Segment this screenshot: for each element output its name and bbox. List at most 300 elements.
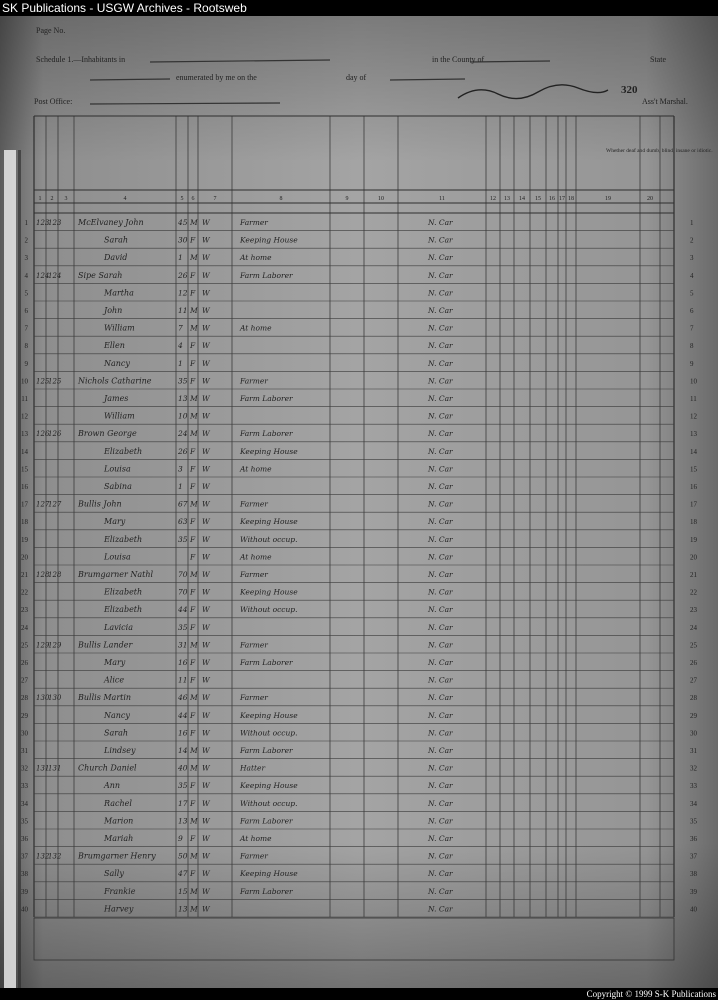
- line-number-left: 13: [21, 430, 28, 439]
- family-number: 132: [48, 852, 62, 861]
- sex-value: F: [190, 675, 196, 685]
- sex-value: M: [190, 394, 198, 403]
- occupation: Farm Laborer: [240, 394, 293, 403]
- enumerated-label: enumerated by me on the: [176, 73, 257, 82]
- race-value: W: [202, 798, 210, 808]
- sex-value: F: [190, 464, 196, 474]
- person-name: Louisa: [104, 464, 131, 474]
- person-name: Mary: [104, 517, 126, 527]
- line-number-left: 34: [21, 799, 28, 808]
- sex-value: M: [190, 640, 198, 650]
- line-number-left: 37: [21, 852, 28, 861]
- person-name: William: [104, 323, 135, 333]
- column-headers: [606, 147, 713, 154]
- sex-value: M: [190, 429, 198, 439]
- line-number-right: 32: [690, 764, 697, 773]
- occupation: Keeping House: [240, 869, 298, 879]
- occupation: Farmer: [240, 570, 268, 579]
- line-number-left: 33: [21, 782, 28, 791]
- line-number-left: 1: [24, 219, 28, 227]
- occupation: Keeping House: [240, 781, 298, 791]
- dwelling-number: 124: [36, 271, 50, 280]
- age-value: 17: [178, 798, 188, 808]
- birthplace: N. Car: [428, 904, 453, 914]
- line-number-left: 24: [21, 623, 28, 632]
- sex-value: F: [190, 605, 196, 615]
- race-value: W: [202, 517, 210, 527]
- family-number: 130: [48, 694, 62, 703]
- line-number-left: 23: [21, 606, 28, 615]
- line-number-right: 21: [690, 571, 697, 579]
- line-number-right: 20: [690, 553, 697, 562]
- binding-edge: [4, 150, 16, 988]
- age-value: 30: [178, 235, 188, 245]
- race-value: W: [202, 446, 210, 456]
- age-value: 44: [178, 710, 188, 720]
- column-number: 20: [647, 196, 653, 202]
- birthplace: N. Car: [428, 253, 453, 263]
- birthplace: N. Car: [428, 658, 453, 667]
- sex-value: F: [190, 534, 196, 544]
- copyright-notice: Copyright © 1999 S-K Publications: [586, 989, 716, 999]
- dwelling-number: 126: [36, 430, 50, 439]
- person-name: William: [104, 411, 135, 421]
- age-value: 1: [178, 253, 183, 263]
- column-number: 17: [559, 196, 565, 202]
- occupation: At home: [240, 552, 272, 562]
- sex-value: F: [190, 587, 196, 597]
- line-number-left: 19: [21, 535, 28, 544]
- line-number-right: 12: [690, 412, 697, 421]
- age-value: 16: [178, 728, 188, 738]
- marshal-label: Ass't Marshal.: [642, 97, 688, 106]
- birthplace: N. Car: [428, 446, 453, 456]
- person-name: Sarah: [104, 728, 128, 738]
- occupation: Without occup.: [240, 798, 298, 808]
- race-value: W: [202, 781, 210, 791]
- race-value: W: [202, 746, 210, 755]
- sex-value: F: [190, 517, 196, 527]
- line-number-right: 7: [690, 324, 694, 333]
- line-number-left: 27: [21, 676, 28, 685]
- sex-value: F: [190, 341, 196, 351]
- line-number-right: 40: [690, 905, 697, 914]
- birthplace: N. Car: [428, 763, 453, 773]
- sex-value: M: [190, 904, 198, 914]
- dwelling-number: 130: [36, 694, 50, 703]
- person-name: Nancy: [104, 710, 130, 720]
- person-name: Louisa: [104, 552, 131, 562]
- line-number-left: 18: [21, 518, 28, 527]
- occupation: Keeping House: [240, 446, 298, 456]
- race-value: W: [202, 675, 210, 685]
- sex-value: F: [190, 710, 196, 720]
- age-value: 10: [178, 411, 188, 421]
- line-number-left: 5: [24, 289, 28, 298]
- sex-value: M: [190, 218, 198, 227]
- family-number: 129: [48, 641, 62, 650]
- line-number-left: 35: [21, 817, 28, 826]
- line-number-right: 33: [690, 782, 697, 791]
- line-number-right: 31: [690, 747, 697, 755]
- schedule-label: Schedule 1.—Inhabitants in: [36, 55, 126, 64]
- age-value: 1: [178, 482, 183, 491]
- occupation: Without occup.: [240, 534, 298, 544]
- column-number: 5: [180, 196, 184, 202]
- sex-value: M: [190, 816, 198, 826]
- sex-value: M: [190, 411, 198, 421]
- column-number: 8: [279, 196, 283, 202]
- person-name: Elizabeth: [104, 587, 143, 597]
- column-number: 15: [535, 196, 541, 202]
- birthplace: N. Car: [428, 464, 453, 474]
- column-number: 6: [191, 196, 195, 202]
- occupation: Farmer: [240, 693, 268, 703]
- person-name: Ann: [104, 781, 121, 791]
- line-number-left: 7: [24, 324, 28, 333]
- race-value: W: [202, 394, 210, 403]
- birthplace: N. Car: [428, 429, 453, 439]
- birthplace: N. Car: [428, 394, 453, 403]
- sex-value: F: [190, 358, 196, 368]
- birthplace: N. Car: [428, 587, 453, 597]
- line-number-right: 1: [690, 219, 694, 227]
- person-name: Ellen: [104, 341, 125, 351]
- state-label: State: [650, 55, 666, 64]
- race-value: W: [202, 605, 210, 615]
- family-number: 124: [48, 271, 62, 280]
- person-name: Frankie: [104, 886, 136, 896]
- birthplace: N. Car: [428, 341, 453, 351]
- person-name: Brumgarner Nathl: [78, 570, 154, 579]
- line-number-left: 12: [21, 412, 28, 421]
- sex-value: M: [190, 499, 198, 509]
- person-name: Mary: [104, 658, 126, 667]
- column-number: 13: [504, 196, 510, 202]
- line-number-left: 16: [21, 483, 28, 491]
- sex-value: F: [190, 622, 196, 632]
- line-number-left: 6: [24, 307, 28, 315]
- family-number: 125: [48, 377, 62, 386]
- race-value: W: [202, 710, 210, 720]
- day-of-label: day of: [346, 73, 367, 82]
- line-number-left: 15: [21, 465, 28, 474]
- age-value: 7: [178, 323, 183, 333]
- race-value: W: [202, 341, 210, 351]
- dwelling-number: 131: [36, 764, 50, 773]
- race-value: W: [202, 306, 210, 315]
- line-number-right: 25: [690, 641, 697, 650]
- age-value: 35: [178, 622, 188, 632]
- race-value: W: [202, 270, 210, 280]
- family-number: 131: [48, 764, 62, 773]
- birthplace: N. Car: [428, 622, 453, 632]
- birthplace: N. Car: [428, 710, 453, 720]
- line-number-right: 35: [690, 817, 697, 826]
- person-name: Elizabeth: [104, 605, 143, 615]
- line-number-right: 3: [690, 254, 694, 263]
- person-name: Martha: [104, 288, 134, 298]
- col18-header: Whether deaf and dumb, blind, insane or idiotic.: [606, 148, 713, 154]
- family-number: 126: [48, 430, 62, 439]
- sex-value: F: [190, 781, 196, 791]
- race-value: W: [202, 534, 210, 544]
- race-value: W: [202, 886, 210, 896]
- occupation: Farm Laborer: [240, 429, 293, 439]
- age-value: 26: [178, 446, 188, 456]
- person-name: Lavicia: [104, 622, 133, 632]
- birthplace: N. Car: [428, 482, 453, 491]
- line-number-left: 21: [21, 571, 28, 579]
- race-value: W: [202, 411, 210, 421]
- sex-value: M: [190, 693, 198, 703]
- birthplace: N. Car: [428, 798, 453, 808]
- race-value: W: [202, 763, 210, 773]
- line-number-left: 4: [24, 271, 28, 280]
- race-value: W: [202, 640, 210, 650]
- line-number-right: 5: [690, 289, 694, 298]
- age-value: 12: [178, 288, 188, 298]
- line-number-right: 13: [690, 430, 697, 439]
- sex-value: M: [190, 851, 198, 861]
- person-name: Bullis John: [78, 499, 122, 509]
- sex-value: F: [190, 446, 196, 456]
- race-value: W: [202, 904, 210, 914]
- page-number: 320: [621, 84, 638, 96]
- race-value: W: [202, 464, 210, 474]
- race-value: W: [202, 869, 210, 879]
- birthplace: N. Car: [428, 746, 453, 755]
- birthplace: N. Car: [428, 323, 453, 333]
- person-name: Church Daniel: [78, 763, 137, 773]
- age-value: 31: [178, 640, 188, 650]
- line-number-right: 2: [690, 236, 694, 245]
- birthplace: N. Car: [428, 306, 453, 315]
- column-number: 16: [549, 196, 555, 202]
- age-value: 4: [178, 341, 183, 351]
- line-number-left: 32: [21, 764, 28, 773]
- binding-shadow: [18, 150, 21, 988]
- line-number-left: 39: [21, 887, 28, 896]
- race-value: W: [202, 358, 210, 368]
- line-number-left: 10: [21, 377, 28, 386]
- column-number: 4: [123, 196, 127, 202]
- person-name: Lindsey: [104, 746, 136, 755]
- race-value: W: [202, 429, 210, 439]
- birthplace: N. Car: [428, 376, 453, 386]
- census-scan: [0, 16, 718, 988]
- person-name: Brown George: [78, 429, 137, 439]
- race-value: W: [202, 288, 210, 298]
- line-number-left: 25: [21, 641, 28, 650]
- occupation: Farm Laborer: [240, 746, 293, 755]
- line-number-right: 26: [690, 659, 697, 667]
- occupation: At home: [240, 834, 272, 843]
- dwelling-number: 123: [36, 219, 50, 227]
- line-number-right: 22: [690, 588, 697, 597]
- race-value: W: [202, 834, 210, 843]
- line-number-left: 17: [21, 500, 28, 509]
- person-name: Sally: [104, 869, 124, 879]
- person-name: Nichols Catharine: [78, 376, 152, 386]
- person-name: Bullis Lander: [78, 640, 133, 650]
- line-number-right: 39: [690, 887, 697, 896]
- race-value: W: [202, 323, 210, 333]
- column-number: 1: [38, 196, 42, 202]
- age-value: 3: [178, 464, 183, 474]
- birthplace: N. Car: [428, 270, 453, 280]
- sex-value: M: [190, 323, 198, 333]
- column-number: 12: [490, 196, 496, 202]
- sex-value: F: [190, 288, 196, 298]
- page-no-label: Page No.: [36, 26, 66, 35]
- column-number: 10: [378, 196, 384, 202]
- person-name: Marion: [104, 816, 134, 826]
- person-name: McElvaney John: [78, 218, 144, 227]
- birthplace: N. Car: [428, 288, 453, 298]
- county-label: in the County of: [432, 55, 485, 64]
- family-number: 123: [48, 219, 62, 227]
- line-number-right: 19: [690, 535, 697, 544]
- race-value: W: [202, 570, 210, 579]
- age-value: 40: [178, 763, 188, 773]
- line-number-left: 14: [21, 447, 28, 456]
- birthplace: N. Car: [428, 499, 453, 509]
- race-value: W: [202, 482, 210, 491]
- line-number-right: 9: [690, 359, 694, 368]
- column-number: 2: [50, 196, 54, 202]
- birthplace: N. Car: [428, 728, 453, 738]
- occupation: Farm Laborer: [240, 886, 293, 896]
- race-value: W: [202, 253, 210, 263]
- line-number-right: 10: [690, 377, 697, 386]
- line-number-left: 9: [24, 359, 28, 368]
- race-value: W: [202, 816, 210, 826]
- birthplace: N. Car: [428, 886, 453, 896]
- age-value: 16: [178, 658, 188, 667]
- race-value: W: [202, 218, 210, 227]
- line-number-left: 28: [21, 694, 28, 703]
- race-value: W: [202, 552, 210, 562]
- person-name: John: [104, 306, 123, 315]
- line-number-right: 38: [690, 870, 697, 879]
- line-number-right: 24: [690, 623, 697, 632]
- line-number-left: 20: [21, 553, 28, 562]
- person-name: Sarah: [104, 235, 128, 245]
- birthplace: N. Car: [428, 869, 453, 879]
- birthplace: N. Car: [428, 534, 453, 544]
- sex-value: F: [190, 482, 196, 491]
- birthplace: N. Car: [428, 218, 453, 227]
- line-number-left: 8: [24, 342, 28, 351]
- age-value: 63: [178, 517, 188, 527]
- age-value: 70: [178, 587, 188, 597]
- occupation: Without occup.: [240, 605, 298, 615]
- family-number: 128: [48, 571, 62, 579]
- line-number-left: 26: [21, 659, 28, 667]
- birthplace: N. Car: [428, 781, 453, 791]
- family-number: 127: [48, 500, 62, 509]
- sex-value: M: [190, 253, 198, 263]
- person-name: Rachel: [104, 798, 132, 808]
- birthplace: N. Car: [428, 816, 453, 826]
- sex-value: M: [190, 570, 198, 579]
- occupation: Hatter: [240, 763, 266, 773]
- race-value: W: [202, 235, 210, 245]
- person-name: Brumgarner Henry: [78, 851, 156, 861]
- occupation: Farm Laborer: [240, 816, 293, 826]
- race-value: W: [202, 587, 210, 597]
- sex-value: M: [190, 746, 198, 755]
- dwelling-number: 132: [36, 852, 50, 861]
- birthplace: N. Car: [428, 358, 453, 368]
- line-number-left: 30: [21, 729, 28, 738]
- age-value: 46: [178, 693, 188, 703]
- column-number: 14: [519, 196, 525, 202]
- line-number-left: 22: [21, 588, 28, 597]
- sex-value: M: [190, 306, 198, 315]
- column-number: 3: [64, 196, 68, 202]
- occupation: Farm Laborer: [240, 270, 293, 280]
- column-number: 19: [605, 196, 611, 202]
- birthplace: N. Car: [428, 235, 453, 245]
- birthplace: N. Car: [428, 834, 453, 843]
- line-number-left: 29: [21, 711, 28, 720]
- dwelling-number: 128: [36, 571, 50, 579]
- line-number-right: 17: [690, 500, 697, 509]
- birthplace: N. Car: [428, 693, 453, 703]
- line-number-left: 40: [21, 905, 28, 914]
- line-number-right: 23: [690, 606, 697, 615]
- age-value: 15: [178, 886, 188, 896]
- line-number-right: 16: [690, 483, 697, 491]
- race-value: W: [202, 376, 210, 386]
- line-number-left: 38: [21, 870, 28, 879]
- line-number-right: 28: [690, 694, 697, 703]
- window-title-bar: [0, 0, 718, 16]
- occupation: At home: [240, 253, 272, 263]
- line-number-right: 8: [690, 342, 694, 351]
- line-number-left: 11: [21, 395, 28, 403]
- line-number-left: 31: [21, 747, 28, 755]
- sex-value: F: [190, 798, 196, 808]
- birthplace: N. Car: [428, 411, 453, 421]
- occupation: Keeping House: [240, 710, 298, 720]
- age-value: 70: [178, 570, 188, 579]
- age-value: 13: [178, 904, 188, 914]
- age-value: 35: [178, 376, 188, 386]
- window-title: SK Publications - USGW Archives - Rootsweb: [2, 1, 247, 15]
- race-value: W: [202, 693, 210, 703]
- occupation: Keeping House: [240, 587, 298, 597]
- sex-value: F: [190, 658, 196, 667]
- race-value: W: [202, 851, 210, 861]
- race-value: W: [202, 658, 210, 667]
- occupation: At home: [240, 323, 272, 333]
- age-value: 50: [178, 851, 188, 861]
- line-number-right: 27: [690, 676, 697, 685]
- age-value: 13: [178, 816, 188, 826]
- person-name: Elizabeth: [104, 446, 143, 456]
- person-name: Elizabeth: [104, 534, 143, 544]
- column-number: 9: [345, 196, 349, 202]
- occupation: At home: [240, 464, 272, 474]
- line-number-right: 15: [690, 465, 697, 474]
- age-value: 35: [178, 534, 188, 544]
- age-value: 44: [178, 605, 188, 615]
- person-name: Alice: [104, 675, 125, 685]
- line-number-right: 11: [690, 395, 697, 403]
